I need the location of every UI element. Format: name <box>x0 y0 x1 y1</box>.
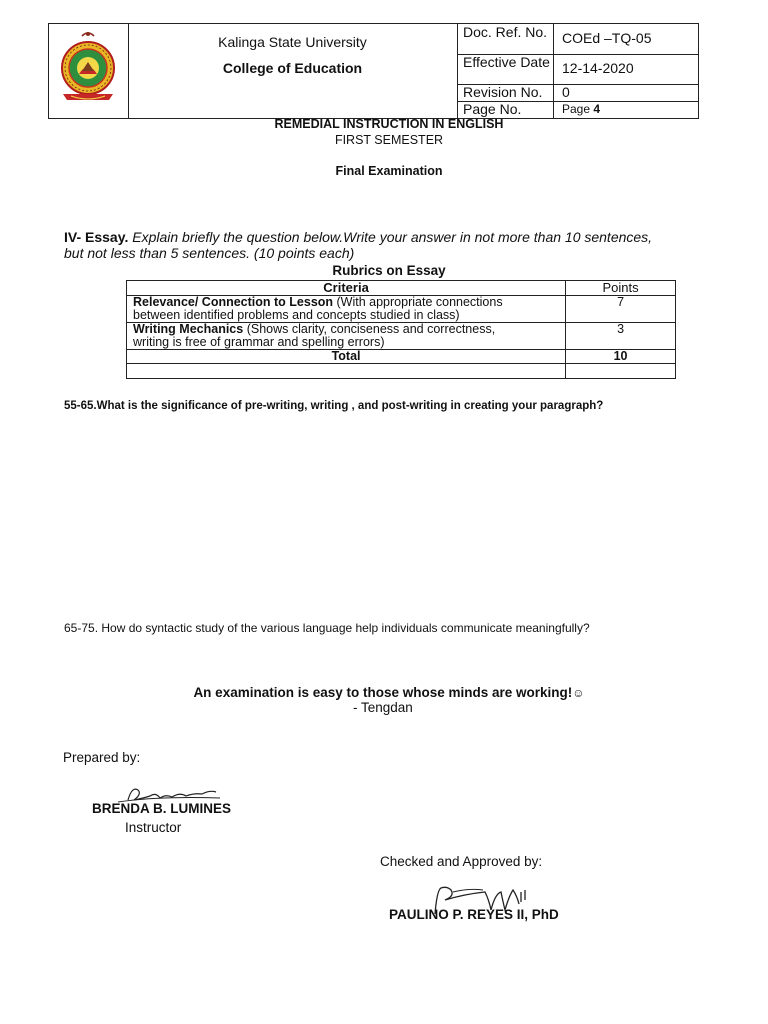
criteria-name: Relevance/ Connection to Lesson <box>133 295 334 309</box>
page-prefix: Page <box>562 102 594 116</box>
effective-date-label: Effective Date <box>457 54 554 84</box>
page-number: 4 <box>593 102 601 116</box>
essay-instructions-line2: but not less than 5 sentences. (10 points each) <box>64 245 355 261</box>
empty-cell <box>566 364 676 379</box>
criteria-desc: (With appropriate connections <box>333 295 503 309</box>
preparer-name: BRENDA B. LUMINES <box>92 801 232 816</box>
rubric-empty-row <box>127 364 676 379</box>
question-1-text: What is the significance of pre-writing, writing , and post-writing in creating your paragraph? <box>96 400 604 412</box>
rubric-header-row <box>127 281 676 296</box>
page-value <box>554 101 698 118</box>
semester-title: FIRST SEMESTER <box>334 133 444 147</box>
university-name: Kalinga State University <box>218 34 367 50</box>
approved-by-label: Checked and Approved by: <box>380 854 543 869</box>
question-1 <box>64 400 764 412</box>
essay-instructions <box>64 229 754 261</box>
empty-cell <box>127 364 566 379</box>
criteria-desc-cont: between identified problems and concepts studied in class) <box>133 308 460 322</box>
criteria-desc: (Shows clarity, conciseness and correctness, <box>243 322 496 336</box>
institution-cell <box>128 24 458 118</box>
total-label: Total <box>127 350 566 364</box>
document-info <box>457 24 698 118</box>
criteria-cell <box>127 323 566 350</box>
quote-author: - Tengdan <box>353 700 413 715</box>
criteria-name: Writing Mechanics <box>133 322 244 336</box>
preparer-role: Instructor <box>125 820 182 835</box>
doc-ref-label: Doc. Ref. No. <box>457 24 554 54</box>
effective-date-row <box>457 54 698 85</box>
revision-value: 0 <box>562 84 570 100</box>
question-2: 65-75. How do syntactic study of the various language help individuals communicate meaningfully? <box>64 621 590 635</box>
approver-name: PAULINO P. REYES II, PhD <box>389 907 559 922</box>
revision-row <box>457 84 698 102</box>
rubric-row <box>127 323 676 350</box>
criteria-desc-cont: writing is free of grammar and spelling errors) <box>133 335 385 349</box>
rubric-table <box>126 280 676 379</box>
prepared-by-label: Prepared by: <box>63 750 141 765</box>
page-row <box>457 101 698 118</box>
points-cell: 7 <box>566 296 676 323</box>
criteria-cell <box>127 296 566 323</box>
doc-ref-row <box>457 24 698 55</box>
logo-cell <box>49 24 129 118</box>
rubric-title: Rubrics on Essay <box>332 263 446 278</box>
rubric-total-row <box>127 350 676 364</box>
total-points: 10 <box>566 350 676 364</box>
points-cell: 3 <box>566 323 676 350</box>
document-header <box>48 23 699 119</box>
smiley-icon: ☺ <box>572 686 585 700</box>
quote-body: An examination is easy to those whose minds are working! <box>193 685 573 700</box>
essay-heading: IV- Essay. <box>64 229 129 245</box>
course-title: REMEDIAL INSTRUCTION IN ENGLISH <box>274 117 504 131</box>
revision-label: Revision No. <box>457 84 554 101</box>
question-1-number: 55-65. <box>64 400 97 412</box>
quote-text <box>0 685 768 700</box>
essay-instructions-line1: Explain briefly the question below.Write your answer in not more than 10 sentences, <box>132 229 653 245</box>
university-seal-icon <box>49 24 128 118</box>
page-label: Page No. <box>457 101 554 118</box>
points-header: Points <box>566 281 676 296</box>
effective-date-value: 12-14-2020 <box>562 60 634 76</box>
exam-title: Final Examination <box>335 164 443 178</box>
criteria-header: Criteria <box>127 281 566 296</box>
college-name: College of Education <box>222 60 363 76</box>
doc-ref-value: COEd –TQ-05 <box>562 30 652 46</box>
rubric-row <box>127 296 676 323</box>
